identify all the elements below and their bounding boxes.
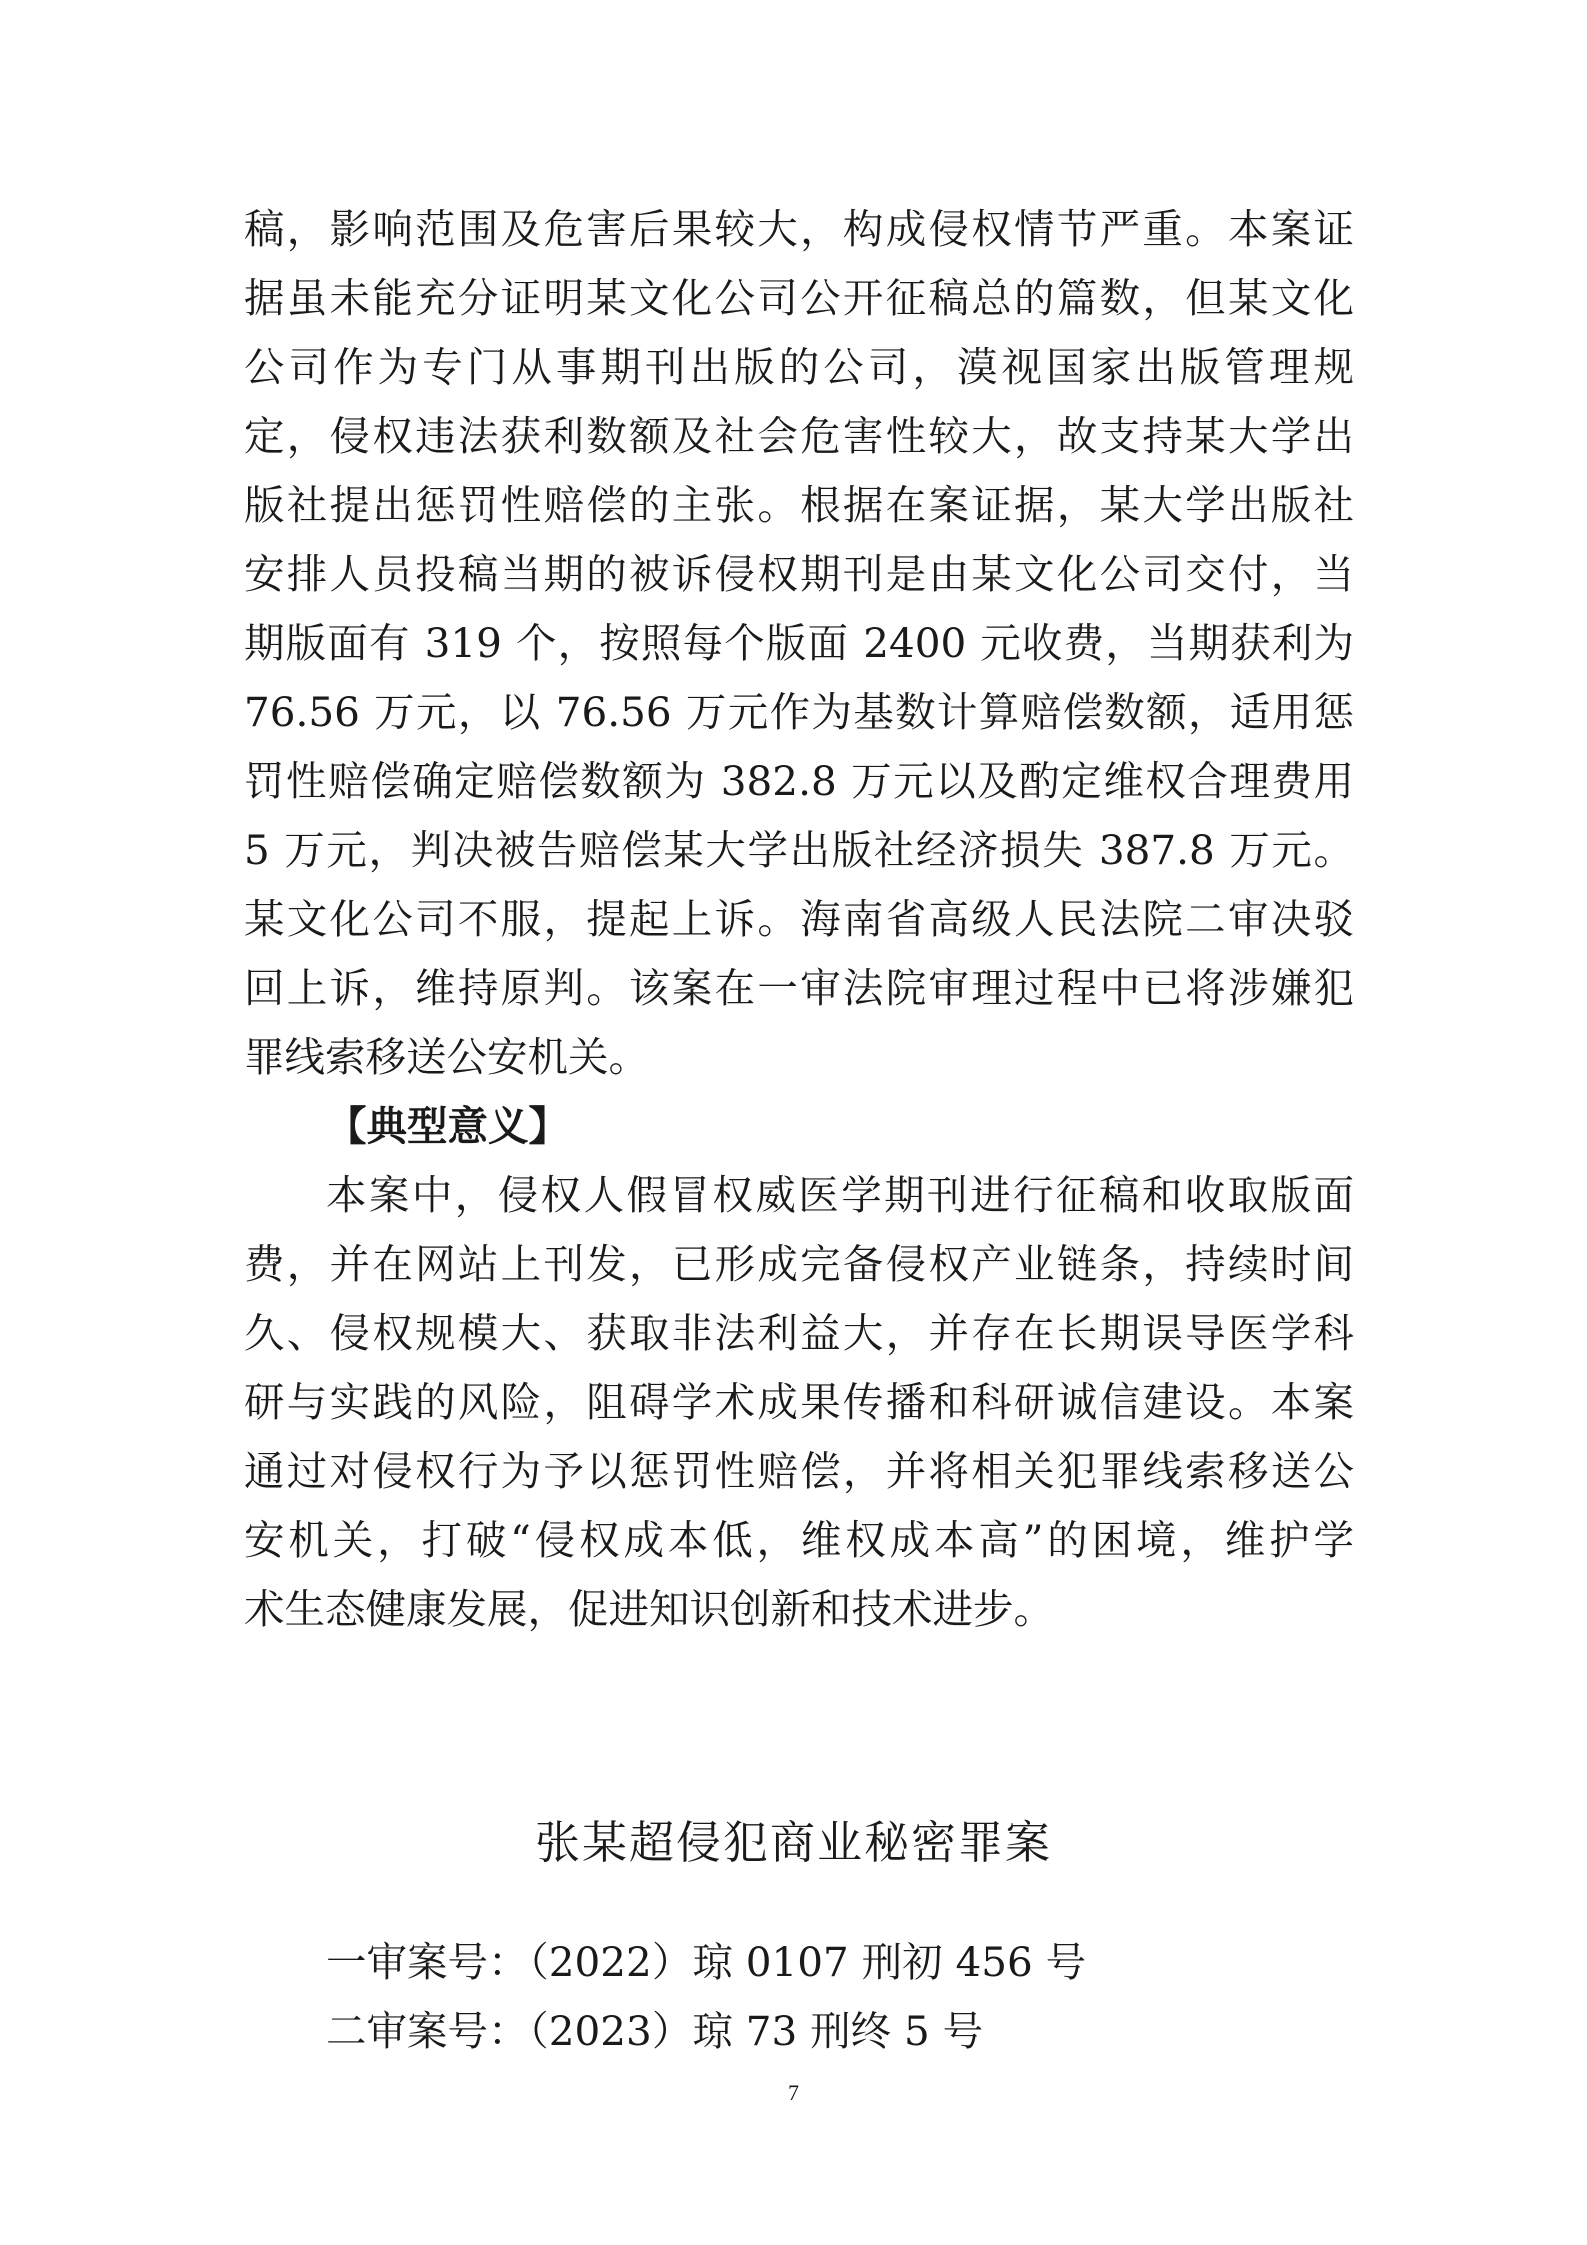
first-instance-case-number: 一审案号：（2022）琼 0107 刑初 456 号 [326,1938,1087,1986]
case-title: 张某超侵犯商业秘密罪案 [534,1816,1052,1869]
text-line: 稿，影响范围及危害后果较大，构成侵权情节严重。本案证 [244,205,1354,253]
text-line: 据虽未能充分证明某文化公司公开征稿总的篇数，但某文化 [244,274,1354,322]
text-line: 定，侵权违法获利数额及社会危害性较大，故支持某大学出 [244,412,1354,460]
text-line: 久、侵权规模大、获取非法利益大，并存在长期误导医学科 [244,1309,1354,1357]
text-line: 版社提出惩罚性赔偿的主张。根据在案证据，某大学出版社 [244,481,1354,529]
text-line: 通过对侵权行为予以惩罚性赔偿，并将相关犯罪线索移送公 [244,1447,1354,1495]
text-line: 安排人员投稿当期的被诉侵权期刊是由某文化公司交付，当 [244,550,1354,598]
text-line: 罚性赔偿确定赔偿数额为 382.8 万元以及酌定维权合理费用 [244,757,1354,805]
text-line: 术生态健康发展，促进知识创新和技术进步。 [244,1585,1054,1633]
second-instance-case-number: 二审案号：（2023）琼 73 刑终 5 号 [326,2007,984,2055]
text-line: 罪线索移送公安机关。 [244,1033,649,1081]
text-line: 安机关，打破“侵权成本低，维权成本高”的困境，维护学 [244,1516,1354,1564]
text-line: 76.56 万元，以 76.56 万元作为基数计算赔偿数额，适用惩 [244,688,1354,736]
text-line: 本案中，侵权人假冒权威医学期刊进行征稿和收取版面 [326,1171,1354,1219]
page-number: 7 [788,2080,799,2105]
text-line: 研与实践的风险，阻碍学术成果传播和科研诚信建设。本案 [244,1378,1354,1426]
text-line: 费，并在网站上刊发，已形成完备侵权产业链条，持续时间 [244,1240,1354,1288]
body-text [244,195,1354,1644]
text-line: 回上诉，维持原判。该案在一审法院审理过程中已将涉嫌犯 [244,964,1354,1012]
text-line: 5 万元，判决被告赔偿某大学出版社经济损失 387.8 万元。 [244,826,1354,874]
section-heading: 【典型意义】 [326,1102,569,1150]
text-line: 某文化公司不服，提起上诉。海南省高级人民法院二审决驳 [244,895,1354,943]
text-line: 公司作为专门从事期刊出版的公司，漠视国家出版管理规 [244,343,1354,391]
text-line: 期版面有 319 个，按照每个版面 2400 元收费，当期获利为 [244,619,1354,667]
